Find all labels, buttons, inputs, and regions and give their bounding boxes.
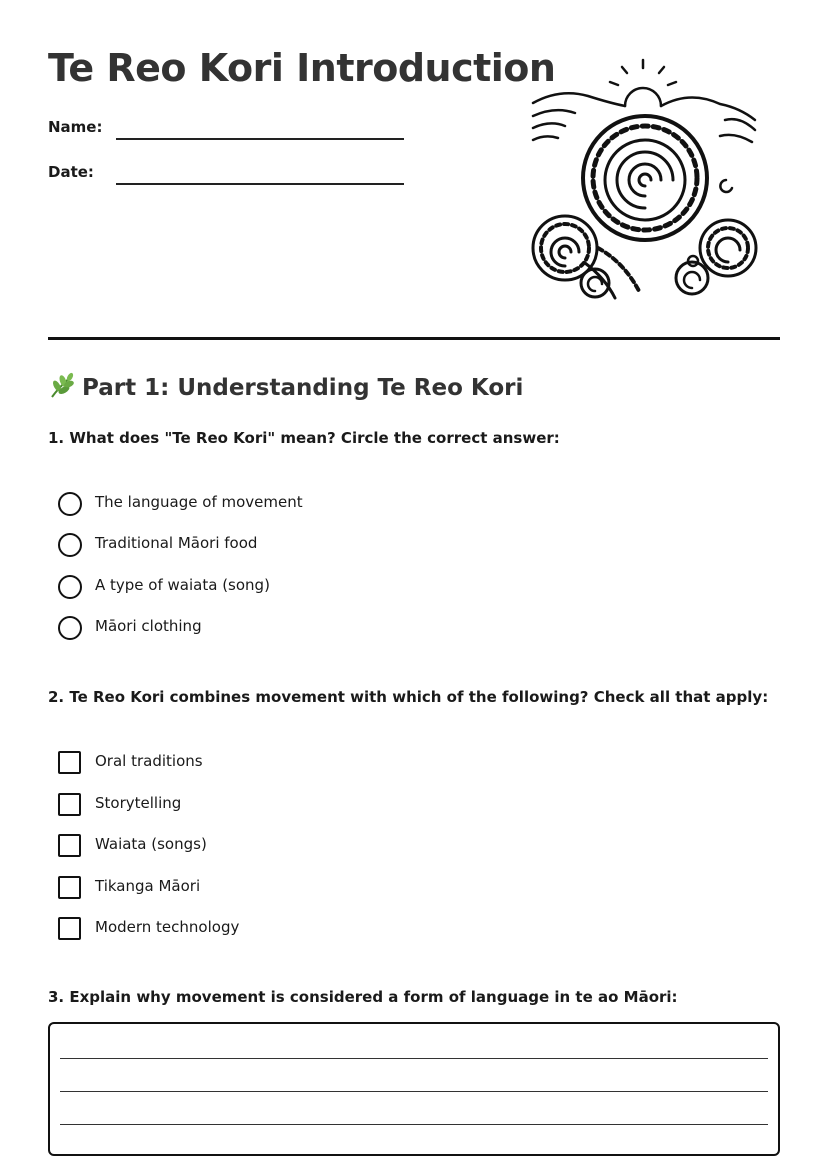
name-label: Name:	[48, 118, 103, 136]
q2-option[interactable]	[58, 876, 658, 902]
q1-option-label: Māori clothing	[95, 617, 202, 635]
leaf-icon	[48, 372, 76, 400]
q2-option-label: Tikanga Māori	[95, 877, 201, 895]
name-line[interactable]	[116, 138, 404, 140]
radio-circle[interactable]	[58, 575, 82, 599]
writing-line[interactable]	[60, 1058, 768, 1059]
question-3: 3. Explain why movement is considered a form of language in te ao Māori:	[48, 988, 678, 1006]
q1-option-label: Traditional Māori food	[95, 534, 258, 552]
q2-option[interactable]	[58, 793, 658, 819]
q1-option[interactable]	[58, 616, 658, 642]
q2-option[interactable]	[58, 917, 658, 943]
writing-line[interactable]	[60, 1124, 768, 1125]
q2-option-label: Oral traditions	[95, 752, 203, 770]
q2-option[interactable]	[58, 834, 658, 860]
checkbox[interactable]	[58, 793, 81, 816]
q1-option[interactable]	[58, 492, 658, 518]
checkbox[interactable]	[58, 876, 81, 899]
radio-circle[interactable]	[58, 533, 82, 557]
writing-line[interactable]	[60, 1091, 768, 1092]
name-field[interactable]	[48, 118, 408, 142]
part1-heading-text: Part 1: Understanding Te Reo Kori	[82, 375, 524, 401]
radio-circle[interactable]	[58, 492, 82, 516]
section-divider	[48, 337, 780, 340]
question-2: 2. Te Reo Kori combines movement with which of the following? Check all that apply:	[48, 688, 769, 706]
q1-option[interactable]	[58, 575, 658, 601]
answer-box[interactable]	[48, 1022, 780, 1156]
part1-heading	[48, 372, 523, 401]
radio-circle[interactable]	[58, 616, 82, 640]
q2-option-label: Modern technology	[95, 918, 240, 936]
checkbox[interactable]	[58, 834, 81, 857]
checkbox[interactable]	[58, 917, 81, 940]
page-title: Te Reo Kori Introduction	[48, 46, 556, 90]
date-line[interactable]	[116, 183, 404, 185]
date-label: Date:	[48, 163, 94, 181]
q2-option[interactable]	[58, 751, 658, 777]
koru-sun-illustration	[530, 58, 760, 303]
q2-option-label: Storytelling	[95, 794, 182, 812]
q1-option-label: The language of movement	[95, 493, 303, 511]
q2-option-label: Waiata (songs)	[95, 835, 207, 853]
question-1: 1. What does "Te Reo Kori" mean? Circle the correct answer:	[48, 429, 560, 447]
date-field[interactable]	[48, 163, 408, 187]
q1-option-label: A type of waiata (song)	[95, 576, 270, 594]
checkbox[interactable]	[58, 751, 81, 774]
q1-option[interactable]	[58, 533, 658, 559]
